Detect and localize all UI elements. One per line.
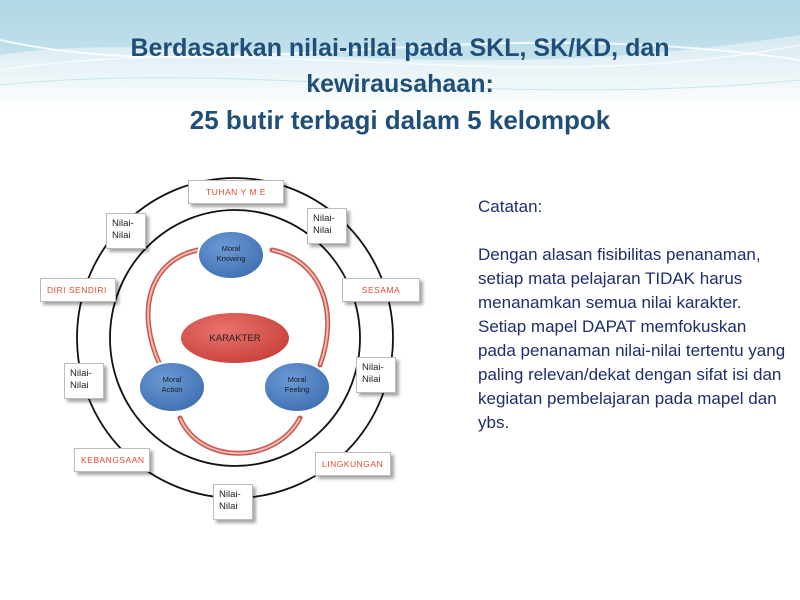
- nilai-box-left: [64, 363, 104, 399]
- group-diri-sendiri: DIRI SENDIRI: [40, 278, 116, 302]
- nilai-box-right: [356, 357, 396, 393]
- nilai-line1: Nilai-: [112, 218, 134, 229]
- moral-action-line2: Action: [161, 385, 183, 394]
- moral-feeling-line2: Feeling: [284, 385, 310, 394]
- nilai-line2: Nilai: [313, 225, 332, 236]
- nilai-line2: Nilai: [112, 230, 131, 241]
- moral-action-line1: Moral: [162, 375, 182, 384]
- title-line-3: 25 butir terbagi dalam 5 kelompok: [189, 105, 611, 135]
- nilai-line2: Nilai: [219, 501, 238, 512]
- group-kebangsaan: KEBANGSAAN: [74, 448, 150, 472]
- group-tuhan-yme: TUHAN Y M E: [188, 180, 284, 204]
- nilai-line2: Nilai: [70, 380, 89, 391]
- moral-knowing-label: [201, 244, 261, 264]
- nilai-line1: Nilai-: [219, 489, 241, 500]
- notes-body: Dengan alasan fisibilitas penanaman, setiap mata pelajaran TIDAK harus menanamkan semua nilai karakter. Setiap mapel DAPAT memfokuskan pada penanaman nilai-nilai tertentu yang paling relevan/dekat dengan sifat isi dan kegiatan pembelajaran pada mapel dan ybs.: [478, 245, 786, 432]
- notes-heading: Catatan:: [478, 197, 543, 216]
- nilai-box-bottom: [213, 484, 253, 520]
- karakter-label: KARAKTER: [209, 333, 261, 344]
- moral-feeling-line1: Moral: [287, 375, 307, 384]
- nilai-line1: Nilai-: [70, 368, 92, 379]
- title-line-1: Berdasarkan nilai-nilai pada SKL, SK/KD, dan: [130, 34, 670, 62]
- nilai-box-top-left: [106, 213, 146, 249]
- notes-panel: [478, 195, 788, 435]
- moral-knowing-line2: Knowing: [216, 254, 246, 263]
- title-line-2: kewirausahaan:: [306, 70, 494, 98]
- nilai-line1: Nilai-: [313, 213, 335, 224]
- group-sesama: SESAMA: [342, 278, 420, 302]
- group-lingkungan: LINGKUNGAN: [315, 452, 391, 476]
- nilai-box-top-right: [307, 208, 347, 244]
- nilai-line2: Nilai: [362, 374, 381, 385]
- character-diagram: [0, 160, 460, 600]
- slide-title: [20, 30, 780, 138]
- nilai-line1: Nilai-: [362, 362, 384, 373]
- moral-action-label: [142, 375, 202, 395]
- moral-knowing-line1: Moral: [221, 244, 241, 253]
- moral-feeling-label: [267, 375, 327, 395]
